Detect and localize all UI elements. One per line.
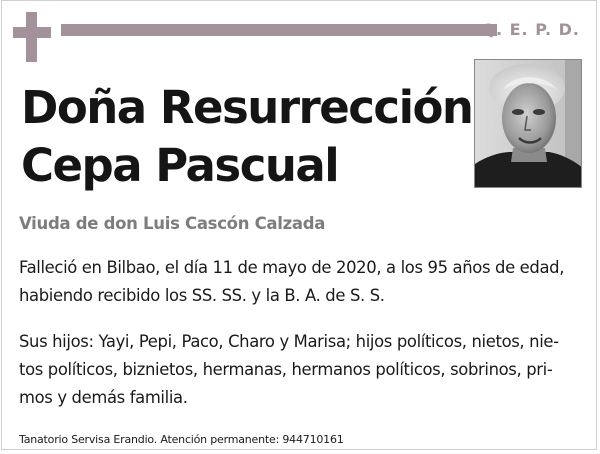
header-rule [61,24,497,36]
text-line: habiendo recibido los SS. SS. y la B. A. de S. S. [19,286,385,305]
death-announcement [19,254,579,310]
text-line: Sus hijos: Yayi, Pepi, Paco, Charo y Marisa; hijos políticos, nietos, nie- [19,332,559,351]
text-line: mos y demás familia. [19,388,188,407]
funeral-home-footer: Tanatorio Servisa Erandio. Atención permanente: 944710161 [19,433,344,446]
qepd-label: Q. E. P. D. [481,20,580,39]
portrait-image [475,60,582,188]
family-list [19,328,579,412]
deceased-name-line1: Doña Resurrección [21,81,473,134]
deceased-photo [474,59,582,188]
deceased-name-line2: Cepa Pascual [21,139,339,192]
deceased-name [21,79,471,195]
obituary-card [1,0,597,450]
widow-subtitle: Viuda de don Luis Cascón Calzada [19,214,326,233]
text-line: tos políticos, biznietos, hermanas, hermanos políticos, sobrinos, pri- [19,360,553,379]
text-line: Falleció en Bilbao, el día 11 de mayo de 2020, a los 95 años de edad, [19,258,565,277]
cross-icon [13,12,51,62]
